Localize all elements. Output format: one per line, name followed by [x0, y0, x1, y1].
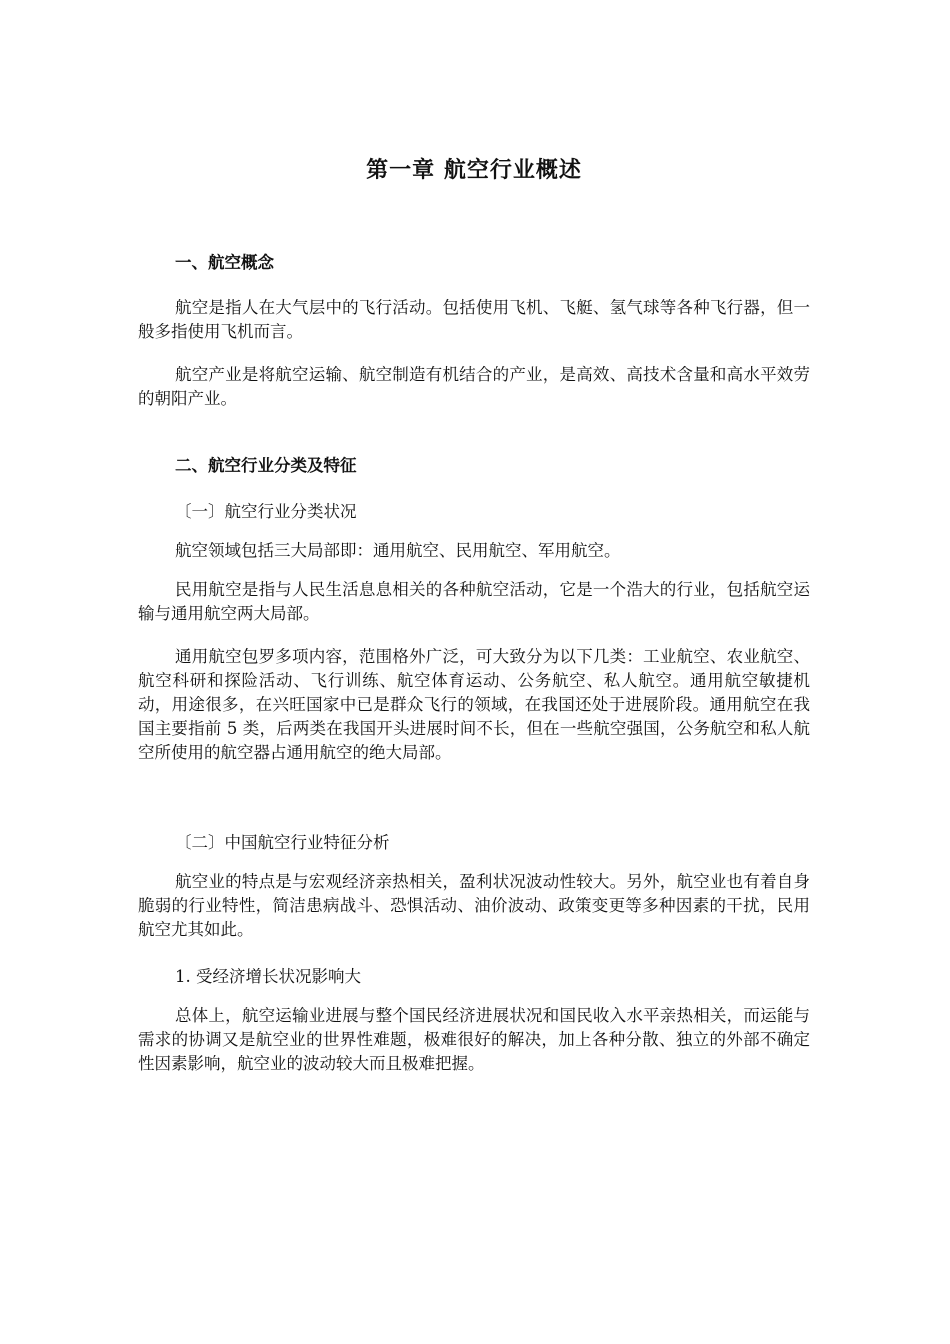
subsection-heading-feature-analysis: 〔二〕中国航空行业特征分析	[175, 833, 390, 852]
paragraph-aviation-industry: 航空产业是将航空运输、航空制造有机结合的产业，是高效、高技术含量和高水平效劳的朝阳产业。	[138, 365, 810, 408]
paragraph-civil-aviation: 民用航空是指与人民生活息息相关的各种航空活动，它是一个浩大的行业，包括航空运输与通用航空两大局部。	[138, 580, 810, 623]
chapter-title: 第一章 航空行业概述	[366, 158, 582, 183]
paragraph-industry-features: 航空业的特点是与宏观经济亲热相关，盈利状况波动性较大。另外，航空业也有着自身脆弱的行业特性，简洁患病战斗、恐惧活动、油价波动、政策变更等多种因素的干扰，民用航空尤其如此。	[138, 872, 810, 939]
section-heading-concept: 一、航空概念	[175, 253, 274, 272]
paragraph-aviation-definition: 航空是指人在大气层中的飞行活动。包括使用飞机、飞艇、氢气球等各种飞行器，但一般多指使用飞机而言。	[138, 298, 810, 341]
paragraph-economic-impact: 总体上，航空运输业进展与整个国民经济进展状况和国民收入水平亲热相关，而运能与需求的协调又是航空业的世界性难题，极难很好的解决，加上各种分散、独立的外部不确定性因素影响，航空业的波动较大而且极难把握。	[138, 1006, 810, 1073]
subsection-heading-classification-status: 〔一〕航空行业分类状况	[175, 502, 357, 521]
section-heading-classification: 二、航空行业分类及特征	[175, 456, 357, 475]
paragraph-general-aviation: 通用航空包罗多项内容，范围格外广泛，可大致分为以下几类：工业航空、农业航空、航空科研和探险活动、飞行训练、航空体育运动、公务航空、私人航空。通用航空敏捷机动，用途很多，在兴旺国家中已是群众飞行的领域，在我国还处于进展阶段。通用航空在我国主要指前 5 类，后两类在我国开头进展时间不长，但在一些航空强国，公务航空和私人航空所使用的航空器占通用航空的绝大局部。	[138, 647, 810, 762]
list-item-economic-impact: 1. 受经济增长状况影响大	[175, 967, 361, 986]
paragraph-aviation-domains: 航空领域包括三大局部即：通用航空、民用航空、军用航空。	[175, 541, 621, 560]
